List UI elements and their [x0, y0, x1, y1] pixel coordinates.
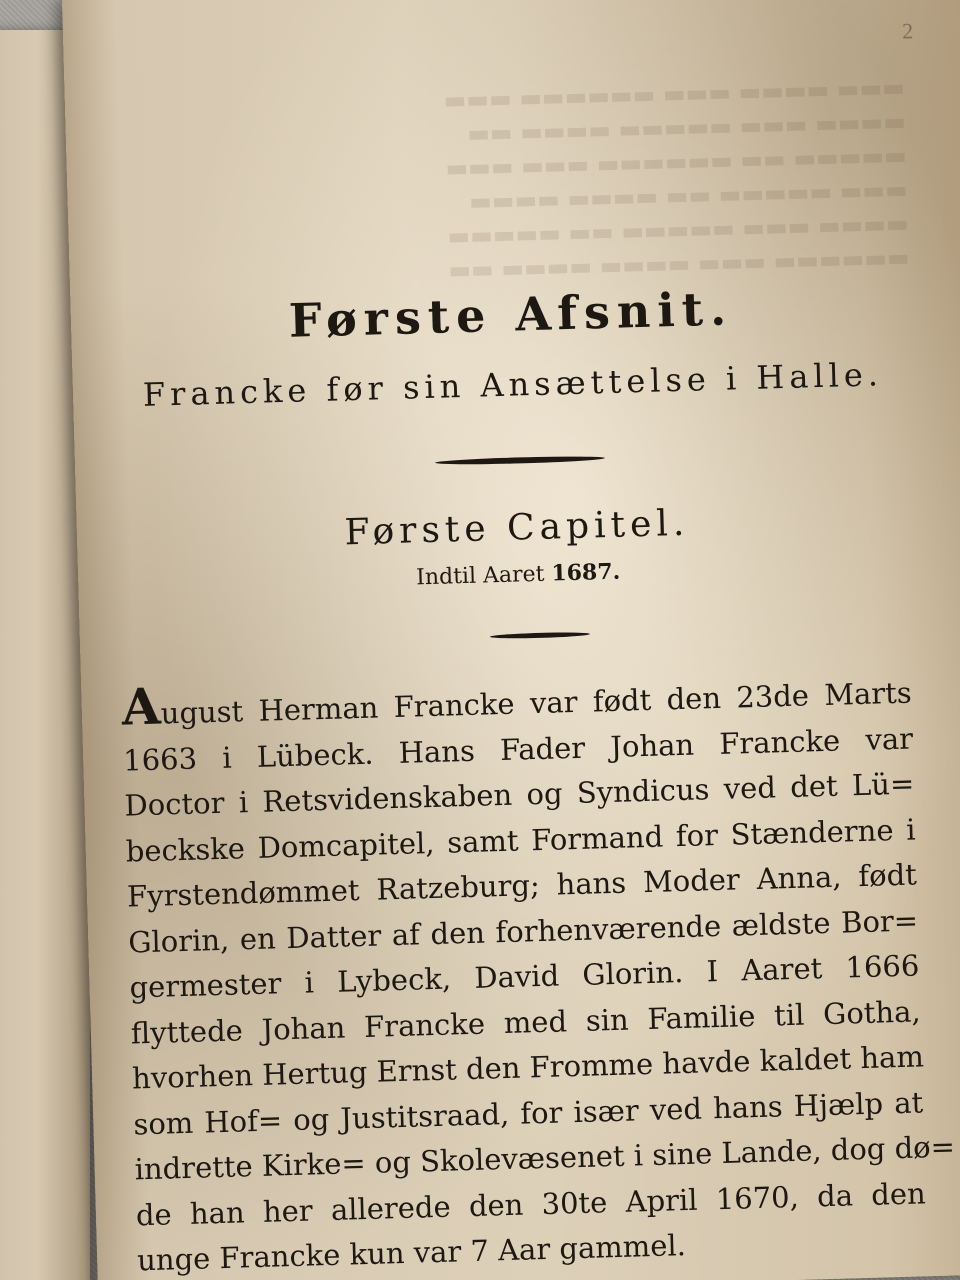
book-page: [62, 0, 960, 1280]
bleed-through-texture: ▬▬▬ ▬▬▬▬ ▬▬▬ ▬▬▬▬▬▬ ▬▬▬ ▬▬▬▬ ▬▬▬ ▬▬▬▬▬ ▬▬▬▬ ▬▬ ▬▬▬▬▬ ▬▬ ▬▬▬▬▬▬ ▬▬▬ ▬▬▬ ▬▬▬ ▬▬▬▬▬ ▬▬ ▬▬▬▬ ▬▬▬▬ ▬▬▬▬ ▬▬▬ ▬▬▬▬▬ ▬▬ ▬▬▬▬▬ ▬▬▬▬▬▬ ▬▬▬ ▬▬▬▬ ▬▬▬▬ ▬▬: [443, 39, 910, 285]
text-line: beckske Domcapitel, samt Formand for Stænderne i: [125, 811, 916, 869]
text-line: flyttede Johan Francke med sin Familie til Gotha,: [130, 993, 922, 1050]
section-heading: Første Afsnit.: [288, 281, 734, 348]
ornamental-rule: [490, 632, 590, 640]
body-paragraph: [120, 671, 956, 1280]
text-line: 1663 i Lübeck. Hans Fader Johan Francke var: [122, 721, 914, 778]
text-line: Doctor i Retsvidenskaben og Syndicus ved det Lü=: [124, 766, 915, 823]
section-subtitle: Francke før sin Ansættelse i Halle.: [142, 355, 884, 414]
ornamental-rule: [435, 455, 605, 466]
text-line: som Hof= og Justitsraad, for især ved hans Hjælp at: [132, 1084, 924, 1141]
chapter-subtitle: [118, 550, 918, 598]
text-line: Fyrstendømmet Ratzeburg; hans Moder Anna, født: [126, 857, 918, 914]
text-line: Glorin, en Datter af den forhenværende ældste Bor=: [127, 902, 919, 960]
chapter-subtitle-prefix: Indtil Aaret: [415, 561, 545, 591]
page-number: 2: [901, 18, 914, 44]
text-line: de han her allerede den 30te April 1670, da den: [135, 1175, 927, 1232]
text-line: germester i Lybeck, David Glorin. I Aaret 1666: [129, 948, 920, 1005]
drop-cap: A: [120, 676, 162, 737]
chapter-heading: Første Capitel.: [343, 502, 690, 554]
text-line-rest: ugust Herman Francke var født den 23de Marts: [160, 675, 913, 731]
text-line: unge Francke kun var 7 Aar gammel.: [136, 1228, 687, 1278]
text-line: indrette Kirke= og Skolevæsenet i sine Lande, dog dø=: [134, 1129, 956, 1187]
text-line: hvorhen Hertug Ernst den Fromme havde kaldet ham: [131, 1039, 925, 1096]
chapter-subtitle-year: 1687.: [551, 558, 621, 587]
